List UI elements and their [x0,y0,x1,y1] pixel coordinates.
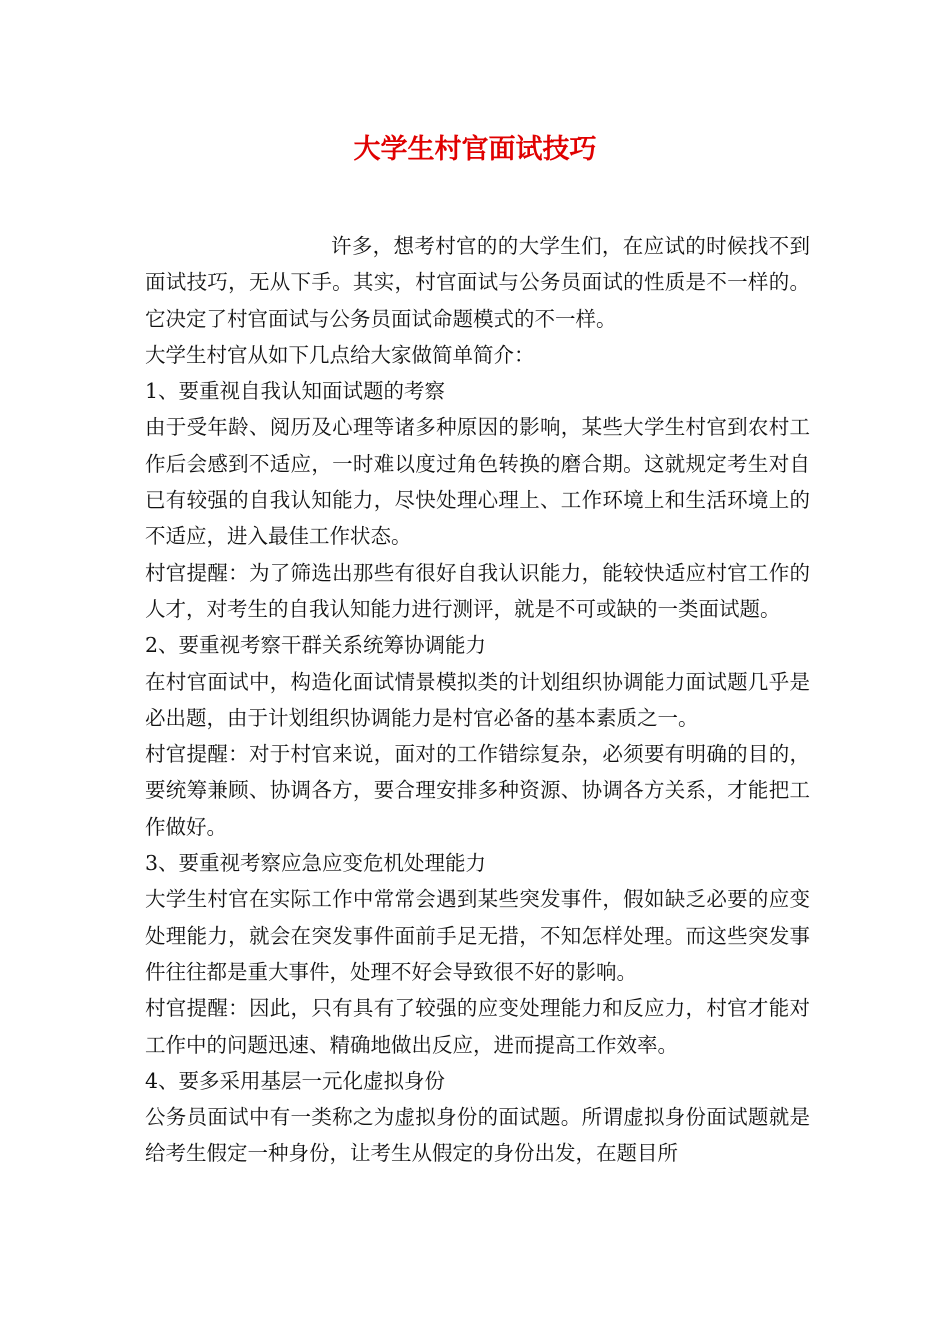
intro-paragraph: 许多，想考村官的的大学生们，在应试的时候找不到面试技巧，无从下手。其实，村官面试与公务员面试的性质是不一样的。它决定了村官面试与公务员面试命题模式的不一样。 [145,234,810,331]
overview-line: 大学生村官从如下几点给大家做简单简介： [145,342,535,367]
section-3-tip: 村官提醒：因此，只有具有了较强的应变处理能力和反应力，村官才能对工作中的问题迅速、精确地做出反应，进而提高工作效率。 [145,996,810,1057]
section-3-paragraph: 大学生村官在实际工作中常常会遇到某些突发事件，假如缺乏必要的应变处理能力，就会在突发事件面前手足无措，不知怎样处理。而这些突发事件往往都是重大事件，处理不好会导致很不好的影响。 [145,887,810,984]
document-body [145,228,810,1172]
section-1-tip: 村官提醒：为了筛选出那些有很好自我认识能力，能较快适应村官工作的人才，对考生的自我认知能力进行测评，就是不可或缺的一类面试题。 [145,560,810,621]
section-heading-1: 1、要重视自我认知面试题的考察 [145,379,446,404]
section-2-tip: 村官提醒：对于村官来说，面对的工作错综复杂，必须要有明确的目的，要统筹兼顾、协调各方，要合理安排多种资源、协调各方关系，才能把工作做好。 [145,742,810,839]
section-4-paragraph: 公务员面试中有一类称之为虚拟身份的面试题。所谓虚拟身份面试题就是给考生假定一种身份，让考生从假定的身份出发，在题目所 [145,1105,810,1166]
section-heading-2: 2、要重视考察干群关系统筹协调能力 [145,633,487,658]
section-1-paragraph: 由于受年龄、阅历及心理等诸多种原因的影响，某些大学生村官到农村工作后会感到不适应，一时难以度过角色转换的磨合期。这就规定考生对自已有较强的自我认知能力，尽快处理心理上、工作环境上和生活环境上的不适应，进入最佳工作状态。 [145,415,810,549]
section-heading-4: 4、要多采用基层一元化虚拟身份 [145,1068,446,1093]
section-2-paragraph: 在村官面试中，构造化面试情景模拟类的计划组织协调能力面试题几乎是必出题，由于计划组织协调能力是村官必备的基本素质之一。 [145,669,810,730]
document-title: 大学生村官面试技巧 [353,134,597,165]
section-heading-3: 3、要重视考察应急应变危机处理能力 [145,851,487,876]
